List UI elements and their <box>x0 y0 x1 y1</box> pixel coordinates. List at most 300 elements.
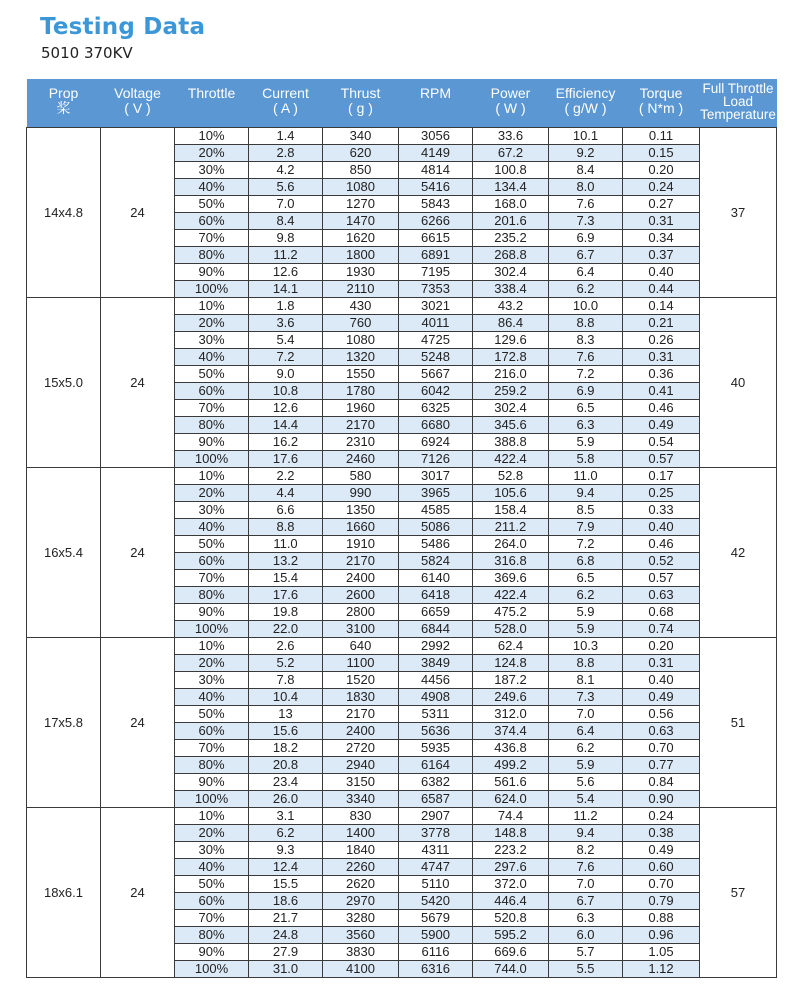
current-cell: 6.2 <box>249 825 323 842</box>
power-cell: 422.4 <box>473 587 549 604</box>
efficiency-cell: 7.9 <box>549 519 623 536</box>
power-cell: 211.2 <box>473 519 549 536</box>
torque-cell: 0.25 <box>623 485 700 502</box>
efficiency-cell: 10.1 <box>549 128 623 145</box>
thrust-cell: 2110 <box>323 281 399 298</box>
current-cell: 3.1 <box>249 808 323 825</box>
power-cell: 33.6 <box>473 128 549 145</box>
power-cell: 624.0 <box>473 791 549 808</box>
power-cell: 216.0 <box>473 366 549 383</box>
torque-cell: 0.11 <box>623 128 700 145</box>
table-row <box>27 468 777 485</box>
current-cell: 4.4 <box>249 485 323 502</box>
throttle-cell: 40% <box>175 349 249 366</box>
rpm-cell: 5935 <box>399 740 473 757</box>
torque-cell: 0.90 <box>623 791 700 808</box>
throttle-cell: 10% <box>175 808 249 825</box>
efficiency-cell: 6.3 <box>549 417 623 434</box>
power-cell: 302.4 <box>473 264 549 281</box>
torque-cell: 0.20 <box>623 638 700 655</box>
torque-cell: 0.46 <box>623 536 700 553</box>
power-cell: 669.6 <box>473 944 549 961</box>
current-cell: 6.6 <box>249 502 323 519</box>
current-cell: 8.8 <box>249 519 323 536</box>
rpm-cell: 4456 <box>399 672 473 689</box>
thrust-cell: 1350 <box>323 502 399 519</box>
rpm-cell: 6140 <box>399 570 473 587</box>
thrust-cell: 1840 <box>323 842 399 859</box>
power-cell: 201.6 <box>473 213 549 230</box>
header-full-throttle-temperature: Full Throttle Load Temperature <box>700 79 777 128</box>
current-cell: 11.2 <box>249 247 323 264</box>
throttle-cell: 100% <box>175 281 249 298</box>
torque-cell: 0.15 <box>623 145 700 162</box>
thrust-cell: 2170 <box>323 417 399 434</box>
current-cell: 2.2 <box>249 468 323 485</box>
prop-size-cell: 14x4.8 <box>27 128 101 298</box>
throttle-cell: 40% <box>175 519 249 536</box>
rpm-cell: 5843 <box>399 196 473 213</box>
thrust-cell: 1550 <box>323 366 399 383</box>
header-thrust: Thrust ( g ) <box>323 79 399 128</box>
throttle-cell: 80% <box>175 757 249 774</box>
rpm-cell: 4814 <box>399 162 473 179</box>
thrust-cell: 2940 <box>323 757 399 774</box>
efficiency-cell: 5.9 <box>549 434 623 451</box>
rpm-cell: 4585 <box>399 502 473 519</box>
rpm-cell: 7353 <box>399 281 473 298</box>
current-cell: 15.5 <box>249 876 323 893</box>
throttle-cell: 90% <box>175 434 249 451</box>
current-cell: 14.4 <box>249 417 323 434</box>
throttle-cell: 90% <box>175 944 249 961</box>
current-cell: 17.6 <box>249 451 323 468</box>
thrust-cell: 3280 <box>323 910 399 927</box>
table-header-row <box>27 79 777 128</box>
motor-model: 5010 370KV <box>41 44 133 62</box>
thrust-cell: 830 <box>323 808 399 825</box>
throttle-cell: 90% <box>175 774 249 791</box>
current-cell: 3.6 <box>249 315 323 332</box>
torque-cell: 0.41 <box>623 383 700 400</box>
throttle-cell: 60% <box>175 213 249 230</box>
rpm-cell: 6042 <box>399 383 473 400</box>
current-cell: 13 <box>249 706 323 723</box>
current-cell: 5.4 <box>249 332 323 349</box>
current-cell: 18.2 <box>249 740 323 757</box>
temperature-cell: 37 <box>700 128 777 298</box>
rpm-cell: 5110 <box>399 876 473 893</box>
thrust-cell: 4100 <box>323 961 399 978</box>
torque-cell: 0.74 <box>623 621 700 638</box>
thrust-cell: 640 <box>323 638 399 655</box>
current-cell: 18.6 <box>249 893 323 910</box>
thrust-cell: 3150 <box>323 774 399 791</box>
rpm-cell: 2907 <box>399 808 473 825</box>
efficiency-cell: 10.0 <box>549 298 623 315</box>
current-cell: 7.2 <box>249 349 323 366</box>
throttle-cell: 10% <box>175 128 249 145</box>
torque-cell: 0.21 <box>623 315 700 332</box>
efficiency-cell: 8.8 <box>549 315 623 332</box>
current-cell: 31.0 <box>249 961 323 978</box>
rpm-cell: 5679 <box>399 910 473 927</box>
current-cell: 7.0 <box>249 196 323 213</box>
rpm-cell: 5420 <box>399 893 473 910</box>
torque-cell: 0.54 <box>623 434 700 451</box>
thrust-cell: 2310 <box>323 434 399 451</box>
efficiency-cell: 11.0 <box>549 468 623 485</box>
power-cell: 316.8 <box>473 553 549 570</box>
thrust-cell: 3560 <box>323 927 399 944</box>
efficiency-cell: 6.3 <box>549 910 623 927</box>
current-cell: 11.0 <box>249 536 323 553</box>
current-cell: 12.4 <box>249 859 323 876</box>
efficiency-cell: 5.7 <box>549 944 623 961</box>
power-cell: 372.0 <box>473 876 549 893</box>
torque-cell: 0.40 <box>623 672 700 689</box>
current-cell: 1.4 <box>249 128 323 145</box>
thrust-cell: 1830 <box>323 689 399 706</box>
rpm-cell: 6325 <box>399 400 473 417</box>
throttle-cell: 70% <box>175 400 249 417</box>
current-cell: 23.4 <box>249 774 323 791</box>
header-power: Power ( W ) <box>473 79 549 128</box>
torque-cell: 0.49 <box>623 417 700 434</box>
rpm-cell: 6924 <box>399 434 473 451</box>
current-cell: 9.3 <box>249 842 323 859</box>
power-cell: 223.2 <box>473 842 549 859</box>
testing-data-table <box>26 79 777 978</box>
throttle-cell: 10% <box>175 638 249 655</box>
voltage-cell: 24 <box>101 468 175 638</box>
torque-cell: 0.31 <box>623 655 700 672</box>
rpm-cell: 6587 <box>399 791 473 808</box>
torque-cell: 0.57 <box>623 451 700 468</box>
throttle-cell: 50% <box>175 196 249 213</box>
throttle-cell: 20% <box>175 825 249 842</box>
rpm-cell: 4311 <box>399 842 473 859</box>
torque-cell: 0.33 <box>623 502 700 519</box>
power-cell: 100.8 <box>473 162 549 179</box>
power-cell: 345.6 <box>473 417 549 434</box>
thrust-cell: 2970 <box>323 893 399 910</box>
current-cell: 1.8 <box>249 298 323 315</box>
power-cell: 158.4 <box>473 502 549 519</box>
efficiency-cell: 6.9 <box>549 230 623 247</box>
current-cell: 27.9 <box>249 944 323 961</box>
throttle-cell: 60% <box>175 383 249 400</box>
prop-size-cell: 18x6.1 <box>27 808 101 978</box>
power-cell: 475.2 <box>473 604 549 621</box>
thrust-cell: 2400 <box>323 570 399 587</box>
torque-cell: 0.88 <box>623 910 700 927</box>
power-cell: 374.4 <box>473 723 549 740</box>
thrust-cell: 2460 <box>323 451 399 468</box>
torque-cell: 0.96 <box>623 927 700 944</box>
rpm-cell: 5636 <box>399 723 473 740</box>
power-cell: 62.4 <box>473 638 549 655</box>
throttle-cell: 30% <box>175 672 249 689</box>
power-cell: 124.8 <box>473 655 549 672</box>
current-cell: 15.4 <box>249 570 323 587</box>
current-cell: 9.8 <box>249 230 323 247</box>
current-cell: 21.7 <box>249 910 323 927</box>
power-cell: 446.4 <box>473 893 549 910</box>
rpm-cell: 4011 <box>399 315 473 332</box>
power-cell: 43.2 <box>473 298 549 315</box>
page-title: Testing Data <box>40 14 206 40</box>
throttle-cell: 50% <box>175 706 249 723</box>
torque-cell: 0.56 <box>623 706 700 723</box>
power-cell: 338.4 <box>473 281 549 298</box>
power-cell: 148.8 <box>473 825 549 842</box>
rpm-cell: 4908 <box>399 689 473 706</box>
current-cell: 9.0 <box>249 366 323 383</box>
header-torque: Torque ( N*m ) <box>623 79 700 128</box>
power-cell: 595.2 <box>473 927 549 944</box>
rpm-cell: 5900 <box>399 927 473 944</box>
torque-cell: 0.57 <box>623 570 700 587</box>
throttle-cell: 60% <box>175 893 249 910</box>
header-prop: Prop 桨 <box>27 79 101 128</box>
throttle-cell: 30% <box>175 842 249 859</box>
table-row <box>27 638 777 655</box>
throttle-cell: 40% <box>175 689 249 706</box>
thrust-cell: 990 <box>323 485 399 502</box>
rpm-cell: 5248 <box>399 349 473 366</box>
torque-cell: 0.31 <box>623 213 700 230</box>
torque-cell: 0.70 <box>623 876 700 893</box>
throttle-cell: 60% <box>175 553 249 570</box>
temperature-cell: 42 <box>700 468 777 638</box>
torque-cell: 0.26 <box>623 332 700 349</box>
current-cell: 14.1 <box>249 281 323 298</box>
efficiency-cell: 6.4 <box>549 723 623 740</box>
throttle-cell: 80% <box>175 417 249 434</box>
power-cell: 105.6 <box>473 485 549 502</box>
rpm-cell: 6615 <box>399 230 473 247</box>
throttle-cell: 100% <box>175 621 249 638</box>
current-cell: 24.8 <box>249 927 323 944</box>
efficiency-cell: 7.6 <box>549 859 623 876</box>
efficiency-cell: 6.5 <box>549 400 623 417</box>
power-cell: 528.0 <box>473 621 549 638</box>
thrust-cell: 2400 <box>323 723 399 740</box>
throttle-cell: 20% <box>175 655 249 672</box>
prop-size-cell: 16x5.4 <box>27 468 101 638</box>
temperature-cell: 57 <box>700 808 777 978</box>
power-cell: 67.2 <box>473 145 549 162</box>
thrust-cell: 2800 <box>323 604 399 621</box>
power-cell: 129.6 <box>473 332 549 349</box>
current-cell: 19.8 <box>249 604 323 621</box>
rpm-cell: 5824 <box>399 553 473 570</box>
throttle-cell: 60% <box>175 723 249 740</box>
current-cell: 10.8 <box>249 383 323 400</box>
thrust-cell: 850 <box>323 162 399 179</box>
power-cell: 134.4 <box>473 179 549 196</box>
current-cell: 12.6 <box>249 264 323 281</box>
power-cell: 561.6 <box>473 774 549 791</box>
voltage-cell: 24 <box>101 128 175 298</box>
torque-cell: 0.24 <box>623 179 700 196</box>
torque-cell: 0.31 <box>623 349 700 366</box>
current-cell: 2.6 <box>249 638 323 655</box>
power-cell: 52.8 <box>473 468 549 485</box>
power-cell: 74.4 <box>473 808 549 825</box>
rpm-cell: 6266 <box>399 213 473 230</box>
throttle-cell: 20% <box>175 145 249 162</box>
thrust-cell: 1960 <box>323 400 399 417</box>
throttle-cell: 20% <box>175 485 249 502</box>
thrust-cell: 1320 <box>323 349 399 366</box>
efficiency-cell: 5.9 <box>549 621 623 638</box>
efficiency-cell: 7.3 <box>549 213 623 230</box>
torque-cell: 0.49 <box>623 689 700 706</box>
thrust-cell: 1930 <box>323 264 399 281</box>
current-cell: 10.4 <box>249 689 323 706</box>
rpm-cell: 5086 <box>399 519 473 536</box>
current-cell: 20.8 <box>249 757 323 774</box>
thrust-cell: 1470 <box>323 213 399 230</box>
torque-cell: 0.60 <box>623 859 700 876</box>
rpm-cell: 2992 <box>399 638 473 655</box>
throttle-cell: 20% <box>175 315 249 332</box>
rpm-cell: 6164 <box>399 757 473 774</box>
power-cell: 744.0 <box>473 961 549 978</box>
rpm-cell: 3017 <box>399 468 473 485</box>
header-current: Current ( A ) <box>249 79 323 128</box>
torque-cell: 0.46 <box>623 400 700 417</box>
torque-cell: 0.38 <box>623 825 700 842</box>
current-cell: 16.2 <box>249 434 323 451</box>
efficiency-cell: 8.1 <box>549 672 623 689</box>
efficiency-cell: 6.7 <box>549 247 623 264</box>
rpm-cell: 3849 <box>399 655 473 672</box>
torque-cell: 0.77 <box>623 757 700 774</box>
efficiency-cell: 9.2 <box>549 145 623 162</box>
thrust-cell: 2170 <box>323 706 399 723</box>
efficiency-cell: 5.6 <box>549 774 623 791</box>
throttle-cell: 80% <box>175 587 249 604</box>
current-cell: 17.6 <box>249 587 323 604</box>
current-cell: 8.4 <box>249 213 323 230</box>
rpm-cell: 6418 <box>399 587 473 604</box>
efficiency-cell: 5.9 <box>549 604 623 621</box>
power-cell: 249.6 <box>473 689 549 706</box>
temperature-cell: 51 <box>700 638 777 808</box>
voltage-cell: 24 <box>101 808 175 978</box>
efficiency-cell: 8.0 <box>549 179 623 196</box>
throttle-cell: 70% <box>175 570 249 587</box>
torque-cell: 0.70 <box>623 740 700 757</box>
current-cell: 26.0 <box>249 791 323 808</box>
thrust-cell: 2260 <box>323 859 399 876</box>
thrust-cell: 3340 <box>323 791 399 808</box>
voltage-cell: 24 <box>101 638 175 808</box>
voltage-cell: 24 <box>101 298 175 468</box>
current-cell: 2.8 <box>249 145 323 162</box>
efficiency-cell: 5.5 <box>549 961 623 978</box>
thrust-cell: 760 <box>323 315 399 332</box>
torque-cell: 0.36 <box>623 366 700 383</box>
throttle-cell: 90% <box>175 604 249 621</box>
current-cell: 13.2 <box>249 553 323 570</box>
efficiency-cell: 8.5 <box>549 502 623 519</box>
thrust-cell: 3100 <box>323 621 399 638</box>
rpm-cell: 6116 <box>399 944 473 961</box>
efficiency-cell: 6.2 <box>549 740 623 757</box>
prop-size-cell: 15x5.0 <box>27 298 101 468</box>
throttle-cell: 30% <box>175 162 249 179</box>
rpm-cell: 5416 <box>399 179 473 196</box>
thrust-cell: 580 <box>323 468 399 485</box>
rpm-cell: 6659 <box>399 604 473 621</box>
header-rpm: RPM <box>399 79 473 128</box>
thrust-cell: 1270 <box>323 196 399 213</box>
efficiency-cell: 7.6 <box>549 349 623 366</box>
throttle-cell: 100% <box>175 791 249 808</box>
throttle-cell: 50% <box>175 366 249 383</box>
throttle-cell: 80% <box>175 247 249 264</box>
rpm-cell: 6844 <box>399 621 473 638</box>
thrust-cell: 620 <box>323 145 399 162</box>
thrust-cell: 2170 <box>323 553 399 570</box>
thrust-cell: 340 <box>323 128 399 145</box>
torque-cell: 0.84 <box>623 774 700 791</box>
throttle-cell: 10% <box>175 468 249 485</box>
thrust-cell: 1100 <box>323 655 399 672</box>
rpm-cell: 3965 <box>399 485 473 502</box>
rpm-cell: 5486 <box>399 536 473 553</box>
efficiency-cell: 8.8 <box>549 655 623 672</box>
current-cell: 12.6 <box>249 400 323 417</box>
efficiency-cell: 6.2 <box>549 281 623 298</box>
power-cell: 268.8 <box>473 247 549 264</box>
power-cell: 259.2 <box>473 383 549 400</box>
torque-cell: 0.79 <box>623 893 700 910</box>
table-row <box>27 808 777 825</box>
thrust-cell: 1910 <box>323 536 399 553</box>
thrust-cell: 1080 <box>323 179 399 196</box>
power-cell: 172.8 <box>473 349 549 366</box>
throttle-cell: 100% <box>175 451 249 468</box>
thrust-cell: 1620 <box>323 230 399 247</box>
rpm-cell: 4149 <box>399 145 473 162</box>
thrust-cell: 1520 <box>323 672 399 689</box>
throttle-cell: 70% <box>175 910 249 927</box>
efficiency-cell: 7.2 <box>549 536 623 553</box>
header-throttle: Throttle <box>175 79 249 128</box>
rpm-cell: 7195 <box>399 264 473 281</box>
torque-cell: 0.68 <box>623 604 700 621</box>
rpm-cell: 4725 <box>399 332 473 349</box>
power-cell: 388.8 <box>473 434 549 451</box>
power-cell: 86.4 <box>473 315 549 332</box>
torque-cell: 0.40 <box>623 519 700 536</box>
thrust-cell: 1080 <box>323 332 399 349</box>
rpm-cell: 7126 <box>399 451 473 468</box>
rpm-cell: 4747 <box>399 859 473 876</box>
power-cell: 297.6 <box>473 859 549 876</box>
efficiency-cell: 6.4 <box>549 264 623 281</box>
efficiency-cell: 5.4 <box>549 791 623 808</box>
power-cell: 436.8 <box>473 740 549 757</box>
torque-cell: 0.52 <box>623 553 700 570</box>
torque-cell: 0.14 <box>623 298 700 315</box>
thrust-cell: 2620 <box>323 876 399 893</box>
